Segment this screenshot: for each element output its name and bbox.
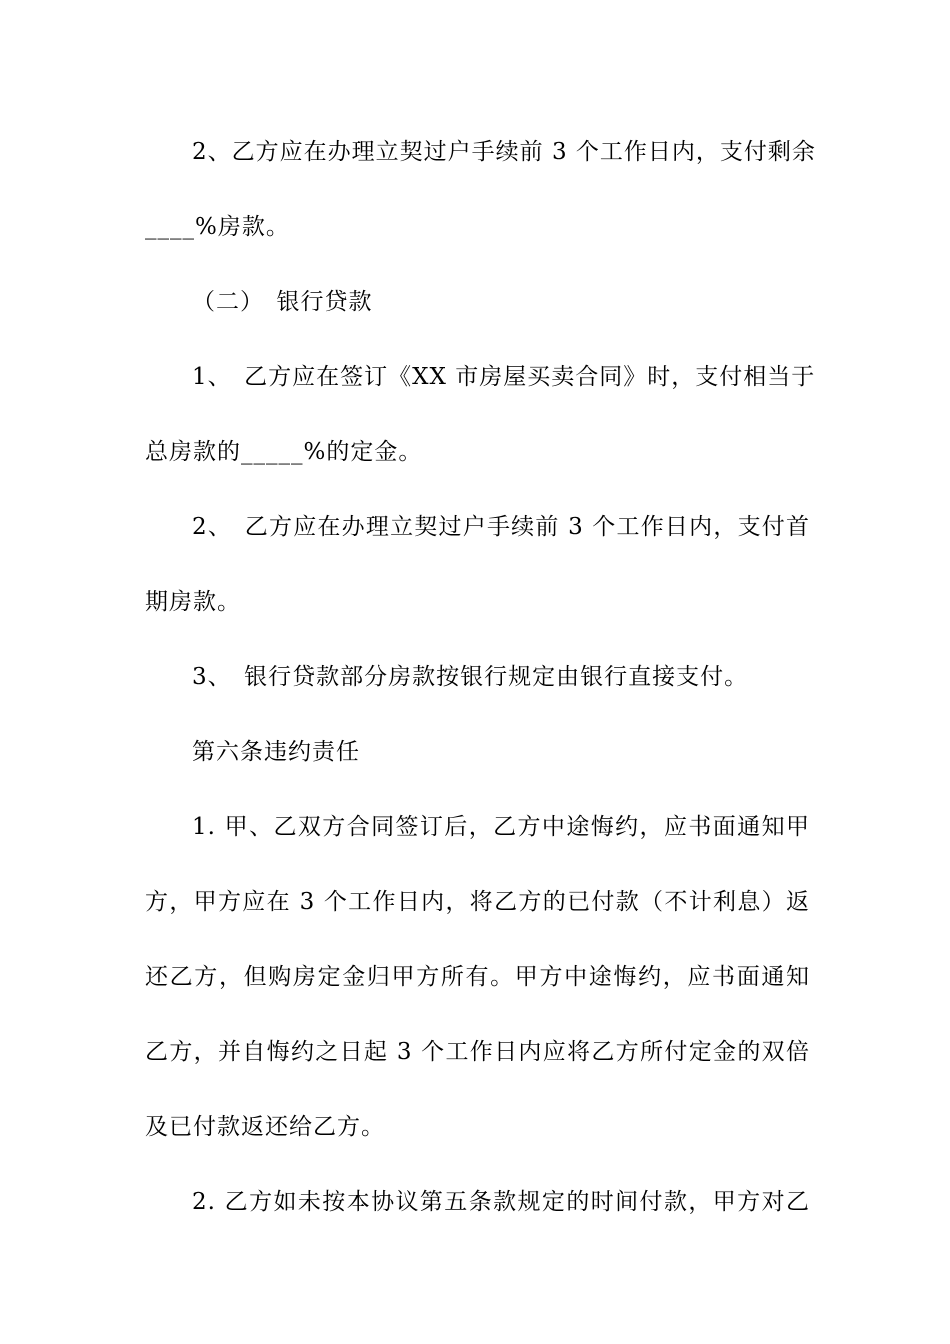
paragraph-line: 还乙方，但购房定金归甲方所有。甲方中途悔约，应书面通知 — [145, 964, 810, 990]
paragraph-line: 3、 银行贷款部分房款按银行规定由银行直接支付。 — [192, 664, 749, 690]
paragraph-line: 方，甲方应在 3 个工作日内，将乙方的已付款（不计利息）返 — [145, 889, 810, 915]
paragraph-line: 1. 甲、乙双方合同签订后，乙方中途悔约，应书面通知甲 — [192, 814, 810, 840]
paragraph-line: 1、 乙方应在签订《XX 市房屋买卖合同》时，支付相当于 — [192, 364, 816, 390]
paragraph-line: 总房款的_____%的定金。 — [145, 439, 423, 465]
paragraph-line: 2. 乙方如未按本协议第五条款规定的时间付款，甲方对乙 — [192, 1189, 810, 1215]
paragraph-line: 2、乙方应在办理立契过户手续前 3 个工作日内，支付剩余 — [192, 139, 816, 165]
paragraph-line: 乙方，并自悔约之日起 3 个工作日内应将乙方所付定金的双倍 — [145, 1039, 810, 1065]
paragraph-line: ____%房款。 — [145, 214, 290, 240]
section-heading: （二） 银行贷款 — [192, 289, 373, 315]
paragraph-line: 期房款。 — [145, 589, 241, 615]
section-heading: 第六条违约责任 — [192, 739, 360, 765]
paragraph-line: 及已付款返还给乙方。 — [145, 1114, 385, 1140]
paragraph-line: 2、 乙方应在办理立契过户手续前 3 个工作日内，支付首 — [192, 514, 810, 540]
